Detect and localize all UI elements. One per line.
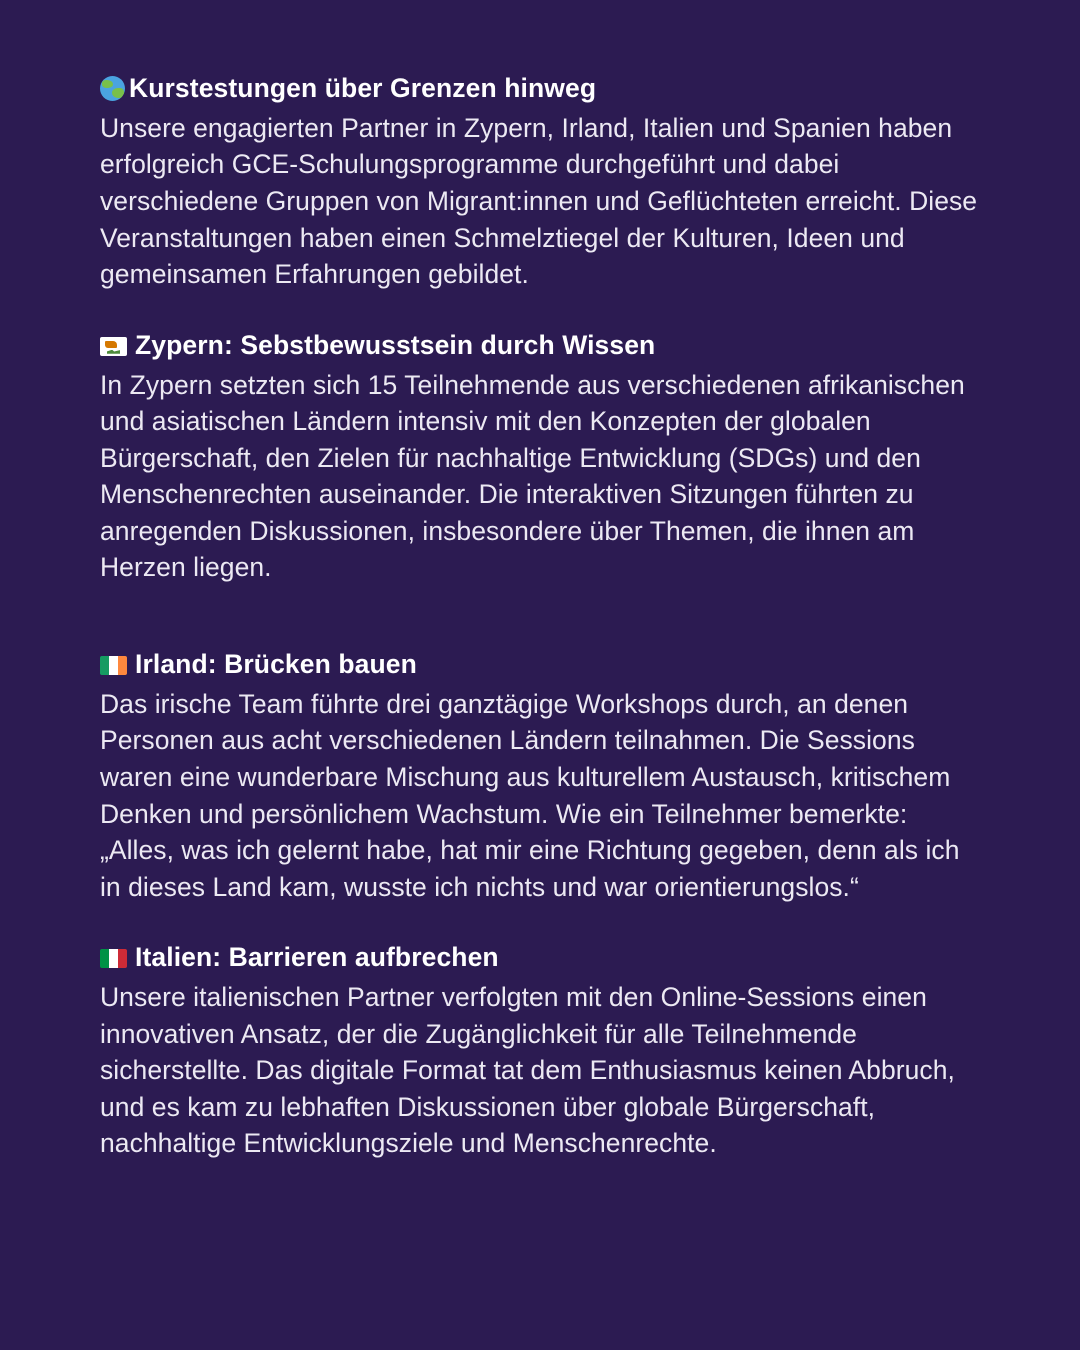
section-heading [100, 941, 980, 975]
section-heading-text: Kurstestungen über Grenzen hinweg [129, 73, 597, 103]
section-heading [100, 329, 980, 363]
flag-ireland-icon [100, 656, 127, 675]
section-heading-text: Zypern: Sebstbewusstsein durch Wissen [135, 329, 656, 360]
section-heading [100, 648, 980, 682]
flag-cyprus-icon [100, 337, 127, 356]
section-paragraph: Unsere engagierten Partner in Zypern, Irland, Italien und Spanien haben erfolgreich GCE-Schulungsprogramme durchgeführt und dabei verschiedene Gruppen von Migrant:innen und Geflüchteten erreicht. Diese Veranstaltungen haben einen Schmelztiegel der Kulturen, Ideen und gemeinsamen Erfahrungen gebildet. [100, 112, 978, 290]
section-paragraph: Das irische Team führte drei ganztägige Workshops durch, an denen Personen aus acht verschiedenen Ländern teilnahmen. Die Sessions waren eine wunderbare Mischung aus kulturellem Austausch, kritischem Denken und persönlichem Wachstum. Wie ein Teilnehmer bemerkte: „Alles, was ich gelernt habe, hat mir eine Richtung gegeben, denn als ich in dieses Land kam, wusste ich nichts und war orientierungslos.“ [100, 688, 960, 902]
section-heading-text: Italien: Barrieren aufbrechen [135, 942, 499, 973]
section-cyprus [100, 329, 980, 586]
section-heading-text: Irland: Brücken bauen [135, 649, 417, 679]
flag-italy-icon [100, 949, 127, 968]
section-cross-border [100, 72, 980, 293]
section-ireland [100, 648, 980, 905]
section-italy [100, 941, 980, 1162]
section-heading [100, 72, 980, 106]
section-paragraph: In Zypern setzten sich 15 Teilnehmende aus verschiedenen afrikanischen und asiatischen Ländern intensiv mit den Konzepten der globalen Bürgerschaft, den Zielen für nachhaltige Entwicklung (SDGs) und den Menschenrechten auseinander. Die interaktiven Sitzungen führten zu anregenden Diskussionen, insbesondere über Themen, die ihnen am Herzen liegen. [100, 369, 965, 583]
section-paragraph: Unsere italienischen Partner verfolgten mit den Online-Sessions einen innovativen Ansatz, der die Zugänglichkeit für alle Teilnehmende sicherstellte. Das digitale Format tat dem Enthusiasmus keinen Abbruch, und es kam zu lebhaften Diskussionen über globale Bürgerschaft, nachhaltige Entwicklungsziele und Menschenrechte. [100, 982, 955, 1159]
globe-icon [100, 76, 125, 101]
